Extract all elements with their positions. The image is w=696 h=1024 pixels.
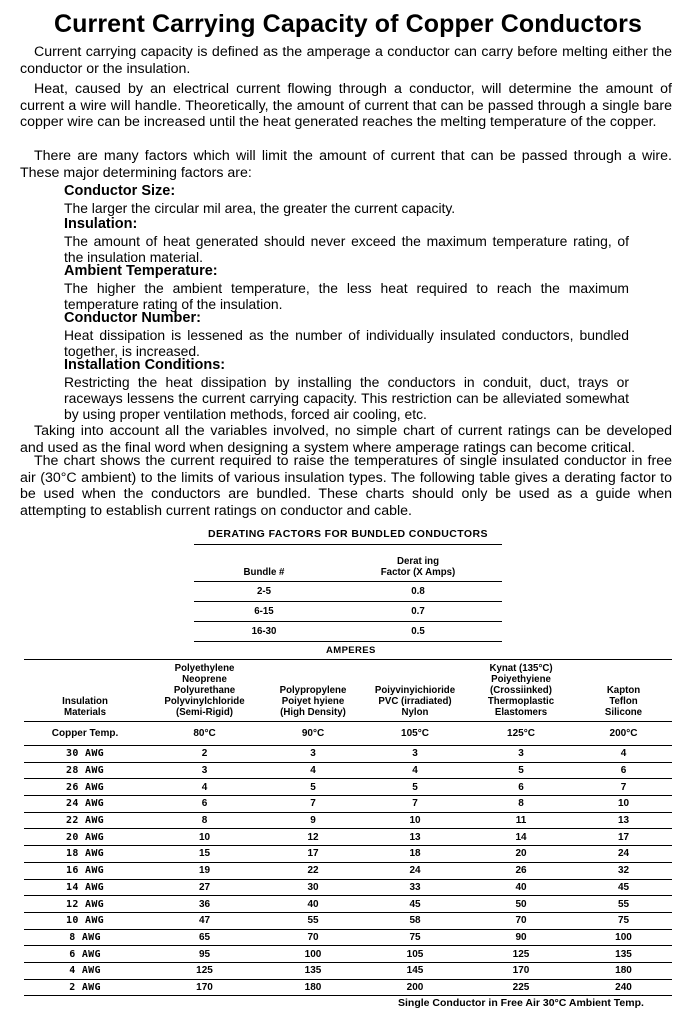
page-title: Current Carrying Capacity of Copper Conductors bbox=[54, 10, 642, 38]
factor-text-conductor-number: Heat dissipation is lessened as the number of individually insulated conductors, bundled together, is increased. bbox=[64, 327, 629, 359]
copper-temp-cell: 200°C bbox=[575, 722, 672, 746]
table-row bbox=[24, 879, 672, 896]
factor-title-conductor-size: Conductor Size: bbox=[64, 183, 176, 199]
header-line: Teflon bbox=[609, 696, 638, 707]
derating-header-bundle: Bundle # bbox=[194, 545, 334, 582]
header-line: Poiyet hyiene bbox=[281, 696, 345, 707]
ampere-value-cell: 145 bbox=[363, 962, 467, 979]
ampere-value-cell: 200 bbox=[363, 979, 467, 996]
derating-factor-cell: 0.7 bbox=[334, 602, 502, 622]
wire-size-cell: 4 AWG bbox=[24, 962, 146, 979]
ampere-value-cell: 75 bbox=[575, 912, 672, 929]
copper-temp-label: Copper Temp. bbox=[24, 722, 146, 746]
derating-factor-cell: 0.5 bbox=[334, 622, 502, 642]
ampere-value-cell: 18 bbox=[363, 846, 467, 863]
table-row bbox=[194, 582, 502, 602]
header-line: Kynat (135°C) bbox=[489, 663, 553, 674]
ampere-value-cell: 5 bbox=[263, 779, 363, 796]
header-line: Elastomers bbox=[494, 707, 548, 718]
header-line: Polyurethane bbox=[173, 685, 236, 696]
ampere-value-cell: 70 bbox=[263, 929, 363, 946]
ampere-value-cell: 75 bbox=[363, 929, 467, 946]
ampere-value-cell: 3 bbox=[146, 762, 263, 779]
table-row bbox=[24, 746, 672, 763]
wire-size-cell: 20 AWG bbox=[24, 829, 146, 846]
table-row bbox=[24, 829, 672, 846]
ampere-value-cell: 55 bbox=[263, 912, 363, 929]
factor-title-insulation: Insulation: bbox=[64, 216, 138, 232]
header-line: Poiyvinyichioride bbox=[374, 685, 456, 696]
copper-temp-cell: 80°C bbox=[146, 722, 263, 746]
table-row bbox=[24, 929, 672, 946]
wire-size-cell: 18 AWG bbox=[24, 846, 146, 863]
header-polyethylene-group bbox=[146, 660, 263, 722]
ampere-table-title: AMPERES bbox=[326, 645, 376, 656]
table-row bbox=[24, 812, 672, 829]
wire-size-cell: 14 AWG bbox=[24, 879, 146, 896]
header-line: (Crossiinked) bbox=[490, 685, 552, 696]
header-line: Polyethylene bbox=[174, 663, 235, 674]
ampere-value-cell: 3 bbox=[363, 746, 467, 763]
ampere-value-cell: 40 bbox=[467, 879, 575, 896]
table-row bbox=[24, 779, 672, 796]
ampere-value-cell: 26 bbox=[467, 862, 575, 879]
copper-temp-cell: 105°C bbox=[363, 722, 467, 746]
ampere-value-cell: 32 bbox=[575, 862, 672, 879]
ampere-value-cell: 22 bbox=[263, 862, 363, 879]
table-row bbox=[24, 912, 672, 929]
header-line: PVC (irradiated) bbox=[378, 696, 452, 707]
wire-size-cell: 26 AWG bbox=[24, 779, 146, 796]
ampere-value-cell: 240 bbox=[575, 979, 672, 996]
derating-table bbox=[194, 544, 502, 642]
wire-size-cell: 28 AWG bbox=[24, 762, 146, 779]
ampere-value-cell: 36 bbox=[146, 896, 263, 913]
wire-size-cell: 24 AWG bbox=[24, 796, 146, 813]
wire-size-cell: 6 AWG bbox=[24, 946, 146, 963]
header-line: Polypropylene bbox=[279, 685, 347, 696]
ampere-value-cell: 5 bbox=[467, 762, 575, 779]
header-line: Kapton bbox=[606, 685, 641, 696]
ampere-value-cell: 4 bbox=[146, 779, 263, 796]
table-row bbox=[24, 896, 672, 913]
ampere-value-cell: 65 bbox=[146, 929, 263, 946]
ampere-value-cell: 24 bbox=[575, 846, 672, 863]
wire-size-cell: 10 AWG bbox=[24, 912, 146, 929]
ampere-value-cell: 17 bbox=[263, 846, 363, 863]
ampere-value-cell: 27 bbox=[146, 879, 263, 896]
derating-bundle-cell: 6-15 bbox=[194, 602, 334, 622]
factor-text-insulation: The amount of heat generated should never exceed the maximum temperature rating, of the insulation material. bbox=[64, 233, 629, 265]
ampere-value-cell: 17 bbox=[575, 829, 672, 846]
header-line: (Semi-Rigid) bbox=[175, 707, 234, 718]
header-line: Insulation bbox=[62, 696, 108, 707]
derating-factor-cell: 0.8 bbox=[334, 582, 502, 602]
ampere-value-cell: 40 bbox=[263, 896, 363, 913]
ampere-value-cell: 4 bbox=[263, 762, 363, 779]
header-line: Materials bbox=[64, 707, 106, 718]
ampere-value-cell: 9 bbox=[263, 812, 363, 829]
ampere-value-cell: 170 bbox=[146, 979, 263, 996]
derating-bundle-cell: 2-5 bbox=[194, 582, 334, 602]
ampere-value-cell: 7 bbox=[263, 796, 363, 813]
ampere-value-cell: 4 bbox=[575, 746, 672, 763]
ampere-value-cell: 90 bbox=[467, 929, 575, 946]
copper-temp-row bbox=[24, 722, 672, 746]
wire-size-cell: 12 AWG bbox=[24, 896, 146, 913]
ampere-value-cell: 180 bbox=[263, 979, 363, 996]
table-row bbox=[24, 979, 672, 996]
intro-paragraph-2: Heat, caused by an electrical current flowing through a conductor, will determine the amount of current a wire will handle. Theoretically, the amount of current that can be passed through a single bare copper wire can be increased until the heat generated reaches the melting temperature of the copper. bbox=[20, 81, 672, 130]
wire-size-cell: 8 AWG bbox=[24, 929, 146, 946]
wire-size-cell: 30 AWG bbox=[24, 746, 146, 763]
header-line: (High Density) bbox=[280, 707, 346, 718]
factor-text-installation-conditions: Restricting the heat dissipation by installing the conductors in conduit, duct, trays or raceways lessens the current carrying capacity. This restriction can be alleviated somewhat by using proper ventilation methods, forced air cooling, etc. bbox=[64, 374, 629, 422]
factor-title-conductor-number: Conductor Number: bbox=[64, 310, 201, 326]
header-kynar-group bbox=[467, 660, 575, 722]
ampere-value-cell: 3 bbox=[263, 746, 363, 763]
ampere-value-cell: 5 bbox=[363, 779, 467, 796]
table-row bbox=[194, 602, 502, 622]
ampere-value-cell: 58 bbox=[363, 912, 467, 929]
derating-header-factor bbox=[334, 545, 502, 582]
ampere-value-cell: 15 bbox=[146, 846, 263, 863]
ampere-value-cell: 2 bbox=[146, 746, 263, 763]
intro-paragraph-3: There are many factors which will limit the amount of current that can be passed through a wire. These major determining factors are: bbox=[20, 148, 672, 181]
ampere-value-cell: 6 bbox=[575, 762, 672, 779]
derating-bundle-cell: 16-30 bbox=[194, 622, 334, 642]
ampere-value-cell: 12 bbox=[263, 829, 363, 846]
factor-text-ambient-temperature: The higher the ambient temperature, the less heat required to reach the maximum temperature rating of the insulation. bbox=[64, 280, 629, 312]
ampere-value-cell: 10 bbox=[575, 796, 672, 813]
ampere-value-cell: 30 bbox=[263, 879, 363, 896]
table-row bbox=[24, 796, 672, 813]
header-pvc-group bbox=[363, 660, 467, 722]
ampere-value-cell: 14 bbox=[467, 829, 575, 846]
ampere-value-cell: 170 bbox=[467, 962, 575, 979]
closing-paragraph-1: Taking into account all the variables involved, no simple chart of current ratings can be developed and used as the final word when designing a system where amperage ratings can become critical. bbox=[20, 423, 672, 456]
ampere-value-cell: 47 bbox=[146, 912, 263, 929]
wire-size-cell: 22 AWG bbox=[24, 812, 146, 829]
ampere-value-cell: 33 bbox=[363, 879, 467, 896]
header-polypropylene-group bbox=[263, 660, 363, 722]
ampere-value-cell: 24 bbox=[363, 862, 467, 879]
ampere-value-cell: 7 bbox=[575, 779, 672, 796]
header-line: Polyvinylchloride bbox=[164, 696, 245, 707]
ampere-value-cell: 20 bbox=[467, 846, 575, 863]
table-row bbox=[24, 962, 672, 979]
ampere-value-cell: 135 bbox=[263, 962, 363, 979]
ampere-value-cell: 100 bbox=[263, 946, 363, 963]
ampere-value-cell: 45 bbox=[363, 896, 467, 913]
header-line: Silicone bbox=[604, 707, 643, 718]
ampere-value-cell: 225 bbox=[467, 979, 575, 996]
ampere-value-cell: 100 bbox=[575, 929, 672, 946]
table-row bbox=[194, 622, 502, 642]
ampere-table-body bbox=[24, 746, 672, 996]
header-kapton-group bbox=[575, 660, 672, 722]
header-insulation-materials bbox=[24, 660, 146, 722]
header-line: Thermoplastic bbox=[487, 696, 555, 707]
table-row bbox=[24, 846, 672, 863]
closing-paragraph-2: The chart shows the current required to raise the temperatures of single insulated conductor in free air (30°C ambient) to the limits of various insulation types. The following table gives a derating factor to be used when the conductors are bundled. These charts should only be used as a guide when attempting to establish current ratings on conductor and cable. bbox=[20, 453, 672, 519]
wire-size-cell: 2 AWG bbox=[24, 979, 146, 996]
ampere-value-cell: 10 bbox=[363, 812, 467, 829]
ampere-value-cell: 7 bbox=[363, 796, 467, 813]
table-row bbox=[24, 946, 672, 963]
ampere-value-cell: 6 bbox=[467, 779, 575, 796]
ampere-value-cell: 180 bbox=[575, 962, 672, 979]
header-line: Neoprene bbox=[182, 674, 227, 685]
ampere-value-cell: 125 bbox=[146, 962, 263, 979]
factor-title-installation-conditions: Installation Conditions: bbox=[64, 357, 226, 373]
ampere-value-cell: 135 bbox=[575, 946, 672, 963]
ampere-table-footnote: Single Conductor in Free Air 30°C Ambient Temp. bbox=[398, 997, 644, 1009]
header-line: Nylon bbox=[401, 707, 429, 718]
ampere-value-cell: 8 bbox=[146, 812, 263, 829]
header-line: Poiyethyiene bbox=[491, 674, 551, 685]
ampere-value-cell: 50 bbox=[467, 896, 575, 913]
ampere-value-cell: 70 bbox=[467, 912, 575, 929]
intro-paragraph-1: Current carrying capacity is defined as the amperage a conductor can carry before melting either the conductor or the insulation. bbox=[20, 44, 672, 77]
ampere-value-cell: 19 bbox=[146, 862, 263, 879]
copper-temp-cell: 125°C bbox=[467, 722, 575, 746]
factor-text-conductor-size: The larger the circular mil area, the greater the current capacity. bbox=[64, 200, 456, 216]
copper-temp-cell: 90°C bbox=[263, 722, 363, 746]
ampere-value-cell: 13 bbox=[363, 829, 467, 846]
table-row bbox=[24, 762, 672, 779]
ampere-value-cell: 125 bbox=[467, 946, 575, 963]
ampere-value-cell: 95 bbox=[146, 946, 263, 963]
derating-table-title: DERATING FACTORS FOR BUNDLED CONDUCTORS bbox=[208, 528, 488, 540]
ampere-value-cell: 105 bbox=[363, 946, 467, 963]
ampere-table bbox=[24, 659, 672, 996]
ampere-value-cell: 4 bbox=[363, 762, 467, 779]
derating-header-factor-line1: Derat ing bbox=[397, 556, 439, 567]
ampere-value-cell: 13 bbox=[575, 812, 672, 829]
ampere-value-cell: 55 bbox=[575, 896, 672, 913]
ampere-value-cell: 3 bbox=[467, 746, 575, 763]
ampere-value-cell: 11 bbox=[467, 812, 575, 829]
table-row bbox=[24, 862, 672, 879]
ampere-header-row bbox=[24, 660, 672, 722]
ampere-value-cell: 6 bbox=[146, 796, 263, 813]
ampere-value-cell: 45 bbox=[575, 879, 672, 896]
derating-header-factor-line2: Factor (X Amps) bbox=[380, 567, 456, 578]
ampere-value-cell: 8 bbox=[467, 796, 575, 813]
wire-size-cell: 16 AWG bbox=[24, 862, 146, 879]
factor-title-ambient-temperature: Ambient Temperature: bbox=[64, 263, 218, 279]
ampere-value-cell: 10 bbox=[146, 829, 263, 846]
